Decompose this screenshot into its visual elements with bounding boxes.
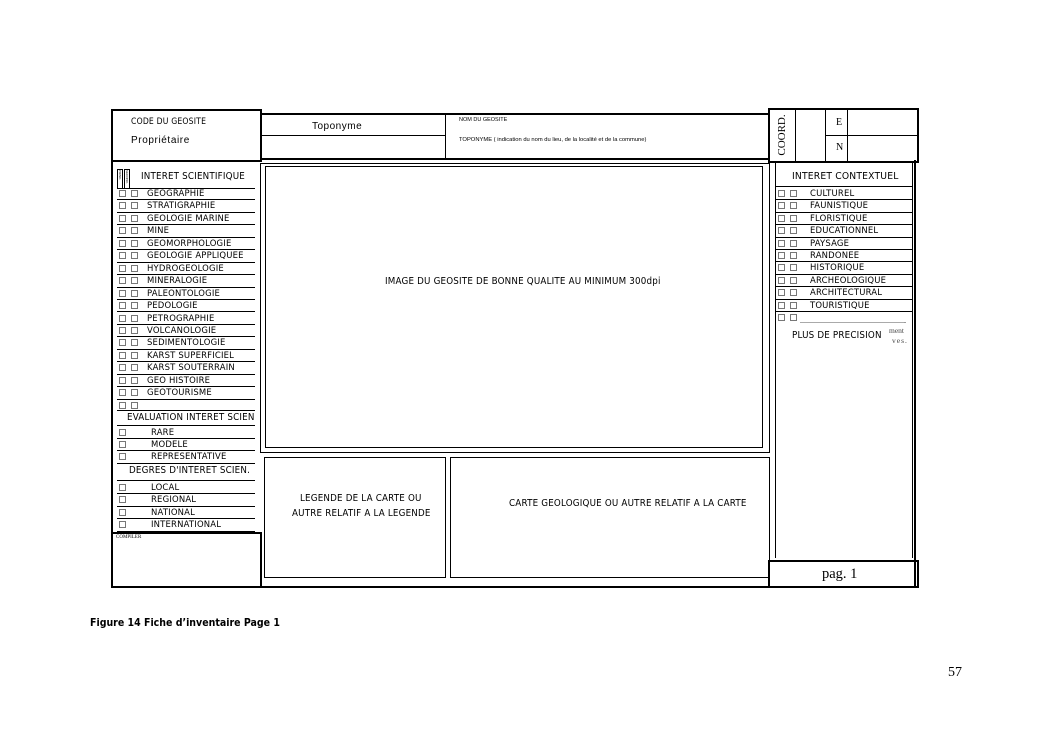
primary-checkbox[interactable] <box>119 521 126 528</box>
evaluation-item <box>117 427 255 439</box>
contextual-item-label: TOURISTIQUE <box>810 299 870 311</box>
evaluation-title: EVALUATION INTERET SCIEN <box>127 412 255 423</box>
primary-checkbox[interactable] <box>778 215 785 222</box>
primary-checkbox[interactable] <box>119 453 126 460</box>
precision-rule <box>800 322 904 323</box>
contextual-item-label: FAUNISTIQUE <box>810 200 869 212</box>
primary-checkbox[interactable] <box>119 290 126 297</box>
primary-checkbox[interactable] <box>119 389 126 396</box>
toponyme-divider-h <box>262 135 445 136</box>
map-box <box>450 457 770 578</box>
scientific-item <box>117 387 255 399</box>
contextual-item-label: ARCHITECTURAL <box>810 287 883 299</box>
coord-box <box>768 108 919 163</box>
secondary-checkbox[interactable] <box>131 302 138 309</box>
degrees-rule <box>117 480 255 481</box>
right-panel <box>775 163 913 558</box>
legend-box <box>264 457 446 578</box>
scientific-item <box>117 375 255 387</box>
coord-divider-v1 <box>795 110 796 161</box>
secondary-checkbox[interactable] <box>131 352 138 359</box>
evaluation-item <box>117 451 255 463</box>
primary-checkbox[interactable] <box>119 364 126 371</box>
left-panel <box>117 166 255 534</box>
evaluation-item-label: MODELE <box>151 439 188 451</box>
degree-item-label: LOCAL <box>151 482 180 493</box>
secondary-checkbox[interactable] <box>790 277 797 284</box>
scientific-item-label: GEOTOURISME <box>147 387 212 399</box>
secondary-checkbox[interactable] <box>131 290 138 297</box>
evaluation-item-label: REPRESENTATIVE <box>151 451 227 463</box>
degree-item <box>117 519 255 531</box>
evaluation-rule <box>117 425 255 426</box>
primary-checkbox[interactable] <box>119 484 126 491</box>
page-number: 57 <box>948 665 962 680</box>
figure-caption: Figure 14 Fiche d’inventaire Page 1 <box>90 617 280 629</box>
north-label: N <box>836 142 844 153</box>
contextual-item-label: CULTUREL <box>810 188 855 199</box>
primary-checkbox[interactable] <box>778 240 785 247</box>
compiler-box <box>111 532 262 588</box>
scientific-item-label: PALEONTOLOGIE <box>147 287 221 299</box>
scientific-item <box>117 350 255 362</box>
scientific-item-label: VOLCANOLOGIE <box>147 324 217 336</box>
primary-checkbox[interactable] <box>119 315 126 322</box>
code-box <box>111 109 262 162</box>
scientific-item <box>117 200 255 212</box>
secondary-checkbox[interactable] <box>131 339 138 346</box>
primary-checkbox[interactable] <box>119 265 126 272</box>
image-area <box>260 163 770 453</box>
secondary-checkbox[interactable] <box>790 240 797 247</box>
evaluation-list <box>117 427 255 463</box>
secondary-checkbox[interactable] <box>131 227 138 234</box>
toponyme-label: Toponyme <box>312 121 363 132</box>
secondary-checkbox[interactable] <box>790 289 797 296</box>
scientific-item <box>117 225 255 237</box>
legend-line1: LEGENDE DE LA CARTE OU <box>300 493 422 504</box>
contextual-item-label: HISTORIQUE <box>810 262 865 274</box>
scientific-item <box>117 313 255 325</box>
contextual-item <box>776 213 912 225</box>
scientific-item <box>117 325 255 337</box>
primary-checkbox[interactable] <box>119 327 126 334</box>
coord-label: COORD. <box>776 114 788 156</box>
primary-checkbox[interactable] <box>119 202 126 209</box>
contextual-item <box>776 300 912 312</box>
primary-checkbox[interactable] <box>119 215 126 222</box>
legend-line2: AUTRE RELATIF A LA LEGENDE <box>292 508 431 519</box>
scientific-title: INTERET SCIENTIFIQUE <box>141 171 245 182</box>
contextual-item-label: ARCHEOLOGIQUE <box>810 274 887 286</box>
degree-item-label: REGIONAL <box>151 494 197 506</box>
contextual-item <box>776 188 912 200</box>
contextual-item-label: FLORISTIQUE <box>810 212 868 224</box>
secondary-checkbox[interactable] <box>131 277 138 284</box>
secondary-checkbox[interactable] <box>131 202 138 209</box>
secondary-checkbox[interactable] <box>131 327 138 334</box>
compiler-label: COMPILER <box>116 535 142 540</box>
scientific-item <box>117 250 255 262</box>
toponyme-desc: TOPONYME ( indication du nom du lieu, de la localité et de la commune) <box>459 137 647 143</box>
contextual-item <box>776 200 912 212</box>
page-box <box>768 560 919 588</box>
code-label: CODE DU GEOSITE <box>131 116 207 126</box>
contextual-item <box>776 225 912 237</box>
secondary-checkbox[interactable] <box>131 315 138 322</box>
primary-checkbox[interactable] <box>119 277 126 284</box>
degree-item-label: NATIONAL <box>151 506 196 518</box>
primary-checkbox[interactable] <box>119 352 126 359</box>
primary-checkbox[interactable] <box>119 509 126 516</box>
primary-checkbox[interactable] <box>119 227 126 234</box>
page-label: pag. 1 <box>822 566 858 582</box>
primary-checkbox[interactable] <box>778 202 785 209</box>
primary-checkbox[interactable] <box>778 302 785 309</box>
scientific-item <box>117 288 255 300</box>
secondary-checkbox[interactable] <box>790 202 797 209</box>
col-header-second: SECOND. <box>124 169 130 189</box>
precision-label: PLUS DE PRECISION <box>792 330 882 341</box>
evaluation-rule-top <box>117 410 255 411</box>
scientific-item <box>117 300 255 312</box>
scientific-item <box>117 362 255 374</box>
scientific-item-label: GEOMORPHOLOGIE <box>147 237 232 249</box>
scientific-item <box>117 275 255 287</box>
secondary-checkbox[interactable] <box>790 215 797 222</box>
scientific-item <box>117 263 255 275</box>
scientific-item-label: GEOLOGIE APPLIQUEE <box>147 250 244 262</box>
secondary-checkbox[interactable] <box>790 252 797 259</box>
primary-checkbox[interactable] <box>119 377 126 384</box>
contextual-item-label: RANDONEE <box>810 250 860 261</box>
degree-item <box>117 494 255 506</box>
secondary-checkbox[interactable] <box>131 389 138 396</box>
scientific-item-label: PETROGRAPHIE <box>147 312 215 324</box>
map-placeholder-text: CARTE GEOLOGIQUE OU AUTRE RELATIF A LA CARTE <box>509 498 747 509</box>
image-placeholder-text: IMAGE DU GEOSITE DE BONNE QUALITE AU MINIMUM 300dpi <box>385 276 661 287</box>
degrees-list <box>117 482 255 532</box>
secondary-checkbox[interactable] <box>131 377 138 384</box>
scientific-item-label: MINERALOGIE <box>147 275 208 287</box>
contextual-item <box>776 262 912 274</box>
secondary-checkbox[interactable] <box>790 302 797 309</box>
contextual-item-label: EDUCATIONNEL <box>810 225 879 237</box>
scientific-item-label: GEOGRAPHIE <box>147 188 205 199</box>
toponyme-divider-v <box>445 115 446 158</box>
col-header-princ: PRINC. <box>117 169 123 189</box>
degrees-title: DEGRES D'INTERET SCIEN. <box>129 465 251 476</box>
degree-item <box>117 507 255 519</box>
contextual-item <box>776 275 912 287</box>
primary-checkbox[interactable] <box>778 190 785 197</box>
secondary-checkbox[interactable] <box>131 252 138 259</box>
primary-checkbox[interactable] <box>778 227 785 234</box>
primary-checkbox[interactable] <box>119 302 126 309</box>
contextual-list <box>776 188 912 318</box>
scientific-item-label: GEO HISTOIRE <box>147 374 211 386</box>
contextual-title: INTERET CONTEXTUEL <box>792 171 899 182</box>
evaluation-item <box>117 439 255 451</box>
scientific-item-label: MINE <box>147 225 170 237</box>
secondary-checkbox[interactable] <box>790 314 797 321</box>
scientific-item <box>117 188 255 200</box>
fragment-text-2: ves. <box>892 336 908 345</box>
secondary-checkbox[interactable] <box>131 364 138 371</box>
secondary-checkbox[interactable] <box>790 264 797 271</box>
contextual-item <box>776 250 912 262</box>
scientific-item-label: HYDROGEOLOGIE <box>147 262 224 274</box>
fragment-text-1: ment <box>889 326 904 335</box>
scientific-item <box>117 213 255 225</box>
primary-checkbox[interactable] <box>119 496 126 503</box>
primary-checkbox[interactable] <box>119 429 126 436</box>
scientific-item-label: PEDOLOGIE <box>147 300 198 312</box>
primary-checkbox[interactable] <box>778 264 785 271</box>
primary-checkbox[interactable] <box>119 441 126 448</box>
east-label: E <box>836 117 843 128</box>
secondary-checkbox[interactable] <box>131 240 138 247</box>
primary-checkbox[interactable] <box>119 402 126 409</box>
primary-checkbox[interactable] <box>119 240 126 247</box>
secondary-checkbox[interactable] <box>131 402 138 409</box>
secondary-checkbox[interactable] <box>131 215 138 222</box>
secondary-checkbox[interactable] <box>131 190 138 197</box>
owner-label: Propriétaire <box>131 135 190 146</box>
primary-checkbox[interactable] <box>778 277 785 284</box>
image-inner-frame <box>265 166 763 448</box>
scientific-list <box>117 188 255 413</box>
primary-checkbox[interactable] <box>778 314 785 321</box>
degree-item <box>117 482 255 494</box>
primary-checkbox[interactable] <box>119 339 126 346</box>
name-box <box>260 113 770 160</box>
degree-item-label: INTERNATIONAL <box>151 519 222 531</box>
scientific-item-label: SEDIMENTOLOGIE <box>147 337 226 349</box>
evaluation-item-label: RARE <box>151 427 175 438</box>
contextual-title-rule <box>776 186 912 187</box>
scientific-item-label: KARST SUPERFICIEL <box>147 349 235 361</box>
primary-checkbox[interactable] <box>119 252 126 259</box>
scientific-item <box>117 238 255 250</box>
contextual-item <box>776 287 912 299</box>
scientific-item <box>117 337 255 349</box>
contextual-item-label: PAYSAGE <box>810 237 850 249</box>
nom-geosite-label: NOM DU GEOSITE <box>459 117 508 123</box>
primary-checkbox[interactable] <box>119 190 126 197</box>
primary-checkbox[interactable] <box>778 252 785 259</box>
secondary-checkbox[interactable] <box>131 265 138 272</box>
coord-divider-h <box>825 135 917 136</box>
contextual-item <box>776 238 912 250</box>
scientific-item-label: KARST SOUTERRAIN <box>147 362 235 374</box>
secondary-checkbox[interactable] <box>790 227 797 234</box>
secondary-checkbox[interactable] <box>790 190 797 197</box>
primary-checkbox[interactable] <box>778 289 785 296</box>
scientific-item-label: GEOLOGIE MARINE <box>147 212 230 224</box>
scientific-item-label: STRATIGRAPHIE <box>147 200 216 212</box>
